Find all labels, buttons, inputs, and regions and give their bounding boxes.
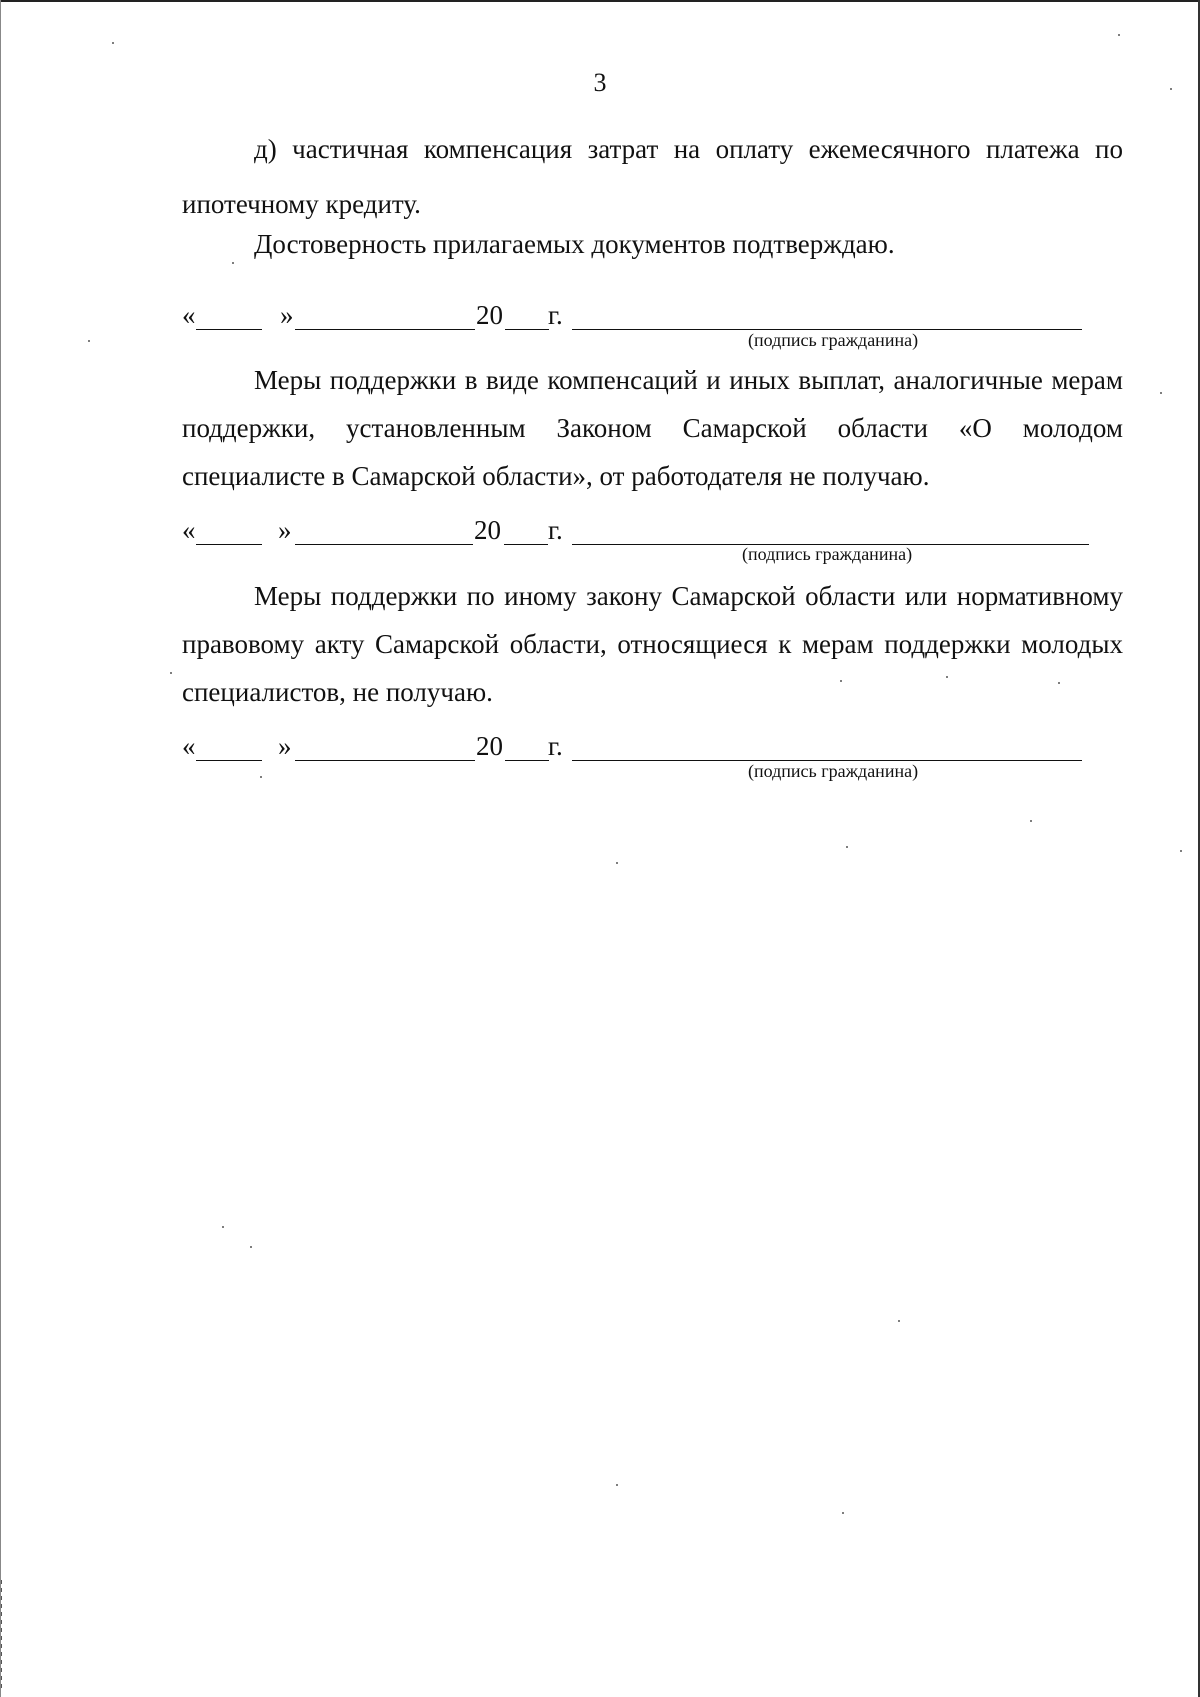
month-blank[interactable] <box>295 544 473 545</box>
year-prefix: 20 <box>476 731 503 761</box>
confirmation-text: Достоверность прилагаемых документов подтверждаю. <box>254 229 895 259</box>
scan-speck <box>1118 34 1120 36</box>
quote-close: » <box>278 515 292 545</box>
scan-speck <box>260 776 262 778</box>
scan-speck <box>250 1246 252 1248</box>
quote-open: « <box>182 731 196 761</box>
item-d-text: д) частичная компенсация затрат на оплату ежемесячного платежа по ипотечному кредиту. <box>182 134 1123 219</box>
page-number: 3 <box>593 68 607 97</box>
month-blank[interactable] <box>295 760 475 761</box>
scan-speck <box>1030 820 1032 822</box>
scan-speck <box>222 1226 224 1228</box>
signature-row <box>182 298 1082 332</box>
day-blank[interactable] <box>196 544 262 545</box>
statement-other-law: Меры поддержки по иному закону Самарской области или нормативному правовому акту Самарской области, относящиеся к мерам поддержки молодых специалистов, не получаю. <box>182 581 1123 707</box>
signature-caption: (подпись гражданина) <box>742 544 913 564</box>
year-blank[interactable] <box>505 760 549 761</box>
scan-speck <box>846 846 848 848</box>
quote-close: » <box>280 300 294 330</box>
quote-close: » <box>278 731 292 761</box>
year-suffix: г. <box>548 731 563 761</box>
scan-speck <box>88 340 90 342</box>
year-blank[interactable] <box>505 329 549 330</box>
statement-employer: Меры поддержки в виде компенсаций и иных выплат, аналогичные мерам поддержки, установленным Законом Самарской области «О молодом специалисте в Самарской области», от работодателя не получаю. <box>182 365 1123 491</box>
scan-speck <box>170 672 172 674</box>
scan-speck <box>112 42 114 44</box>
scan-speck <box>1180 850 1182 852</box>
quote-open: « <box>182 300 196 330</box>
signature-caption: (подпись гражданина) <box>748 330 919 350</box>
month-blank[interactable] <box>295 329 475 330</box>
signature-caption: (подпись гражданина) <box>748 761 919 781</box>
quote-open: « <box>182 515 196 545</box>
scan-speck <box>232 262 234 264</box>
scan-speck <box>616 1484 618 1486</box>
scan-speck <box>842 1512 844 1514</box>
scan-edge-left <box>0 0 1 1697</box>
year-blank[interactable] <box>504 544 548 545</box>
year-prefix: 20 <box>474 515 501 545</box>
year-suffix: г. <box>548 300 563 330</box>
year-suffix: г. <box>548 515 563 545</box>
signature-row <box>182 513 1082 547</box>
scan-speck <box>1160 392 1162 394</box>
scan-edge-top <box>0 0 1200 2</box>
scan-edge-left-dashes <box>1 1580 2 1690</box>
day-blank[interactable] <box>196 760 262 761</box>
signature-row <box>182 729 1082 763</box>
scan-speck <box>616 862 618 864</box>
day-blank[interactable] <box>196 329 262 330</box>
year-prefix: 20 <box>476 300 503 330</box>
scan-speck <box>898 1320 900 1322</box>
